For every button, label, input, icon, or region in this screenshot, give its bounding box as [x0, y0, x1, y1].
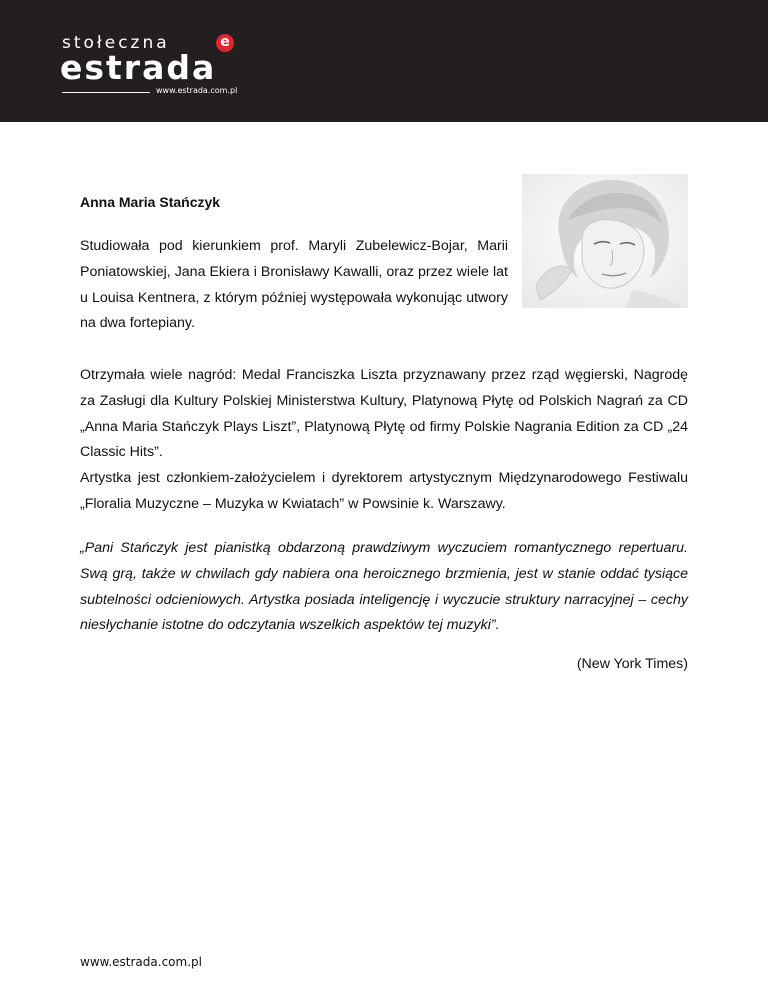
logo-wordmark: estrada: [60, 48, 217, 87]
artist-portrait-image: [522, 174, 688, 308]
page-header: [0, 0, 768, 122]
logo-tagline: stołeczna: [62, 33, 170, 53]
bio-paragraph-festival: Artystka jest członkiem-założycielem i dyrektorem artystycznym Międzynarodowego Festiwalu „Floralia Muzyczne – Muzyka w Kwiatach” w Powsinie k. Warszawy.: [80, 470, 688, 512]
logo-e-badge-icon: e: [216, 34, 234, 52]
logo-divider: [62, 92, 150, 93]
page-title: Anna Maria Stańczyk: [80, 194, 221, 210]
bio-paragraph-awards: Otrzymała wiele nagród: Medal Franciszka Liszta przyznawany przez rząd węgierski, Nagrodę za Zasługi dla Kultury Polskiej Ministerstwa Kultury, Platynową Płytę od Polskich Nagrań za CD „Anna Maria Stańczyk Plays Liszt”, Platynową Płytę od firmy Polskie Nagrania Edition za CD „24 Classic Hits”.: [80, 367, 688, 461]
footer-url: www.estrada.com.pl: [80, 955, 202, 969]
logo-url: www.estrada.com.pl: [156, 86, 238, 95]
bio-paragraph-studies: Studiowała pod kierunkiem prof. Maryli Zubelewicz-Bojar, Marii Poniatowskiej, Jana Ekiera i Bronisławy Kawalli, oraz przez wiele lat u Louisa Kentnera, z którym później występowała wykonując utwory na dwa fortepiany.: [80, 238, 508, 332]
quote-source: (New York Times): [576, 656, 688, 672]
press-quote: „Pani Stańczyk jest pianistką obdarzoną prawdziwym wyczuciem romantycznego repertuaru. Swą grą, także w chwilach gdy nabiera ona heroicznego brzmienia, jest w stanie oddać tysiące subtelności odcieniowych. Artystka posiada inteligencję i wyczucie struktury narracyjnej – cechy niesłychanie istotne do odczytania wszelkich aspektów tej muzyki”.: [80, 540, 688, 634]
